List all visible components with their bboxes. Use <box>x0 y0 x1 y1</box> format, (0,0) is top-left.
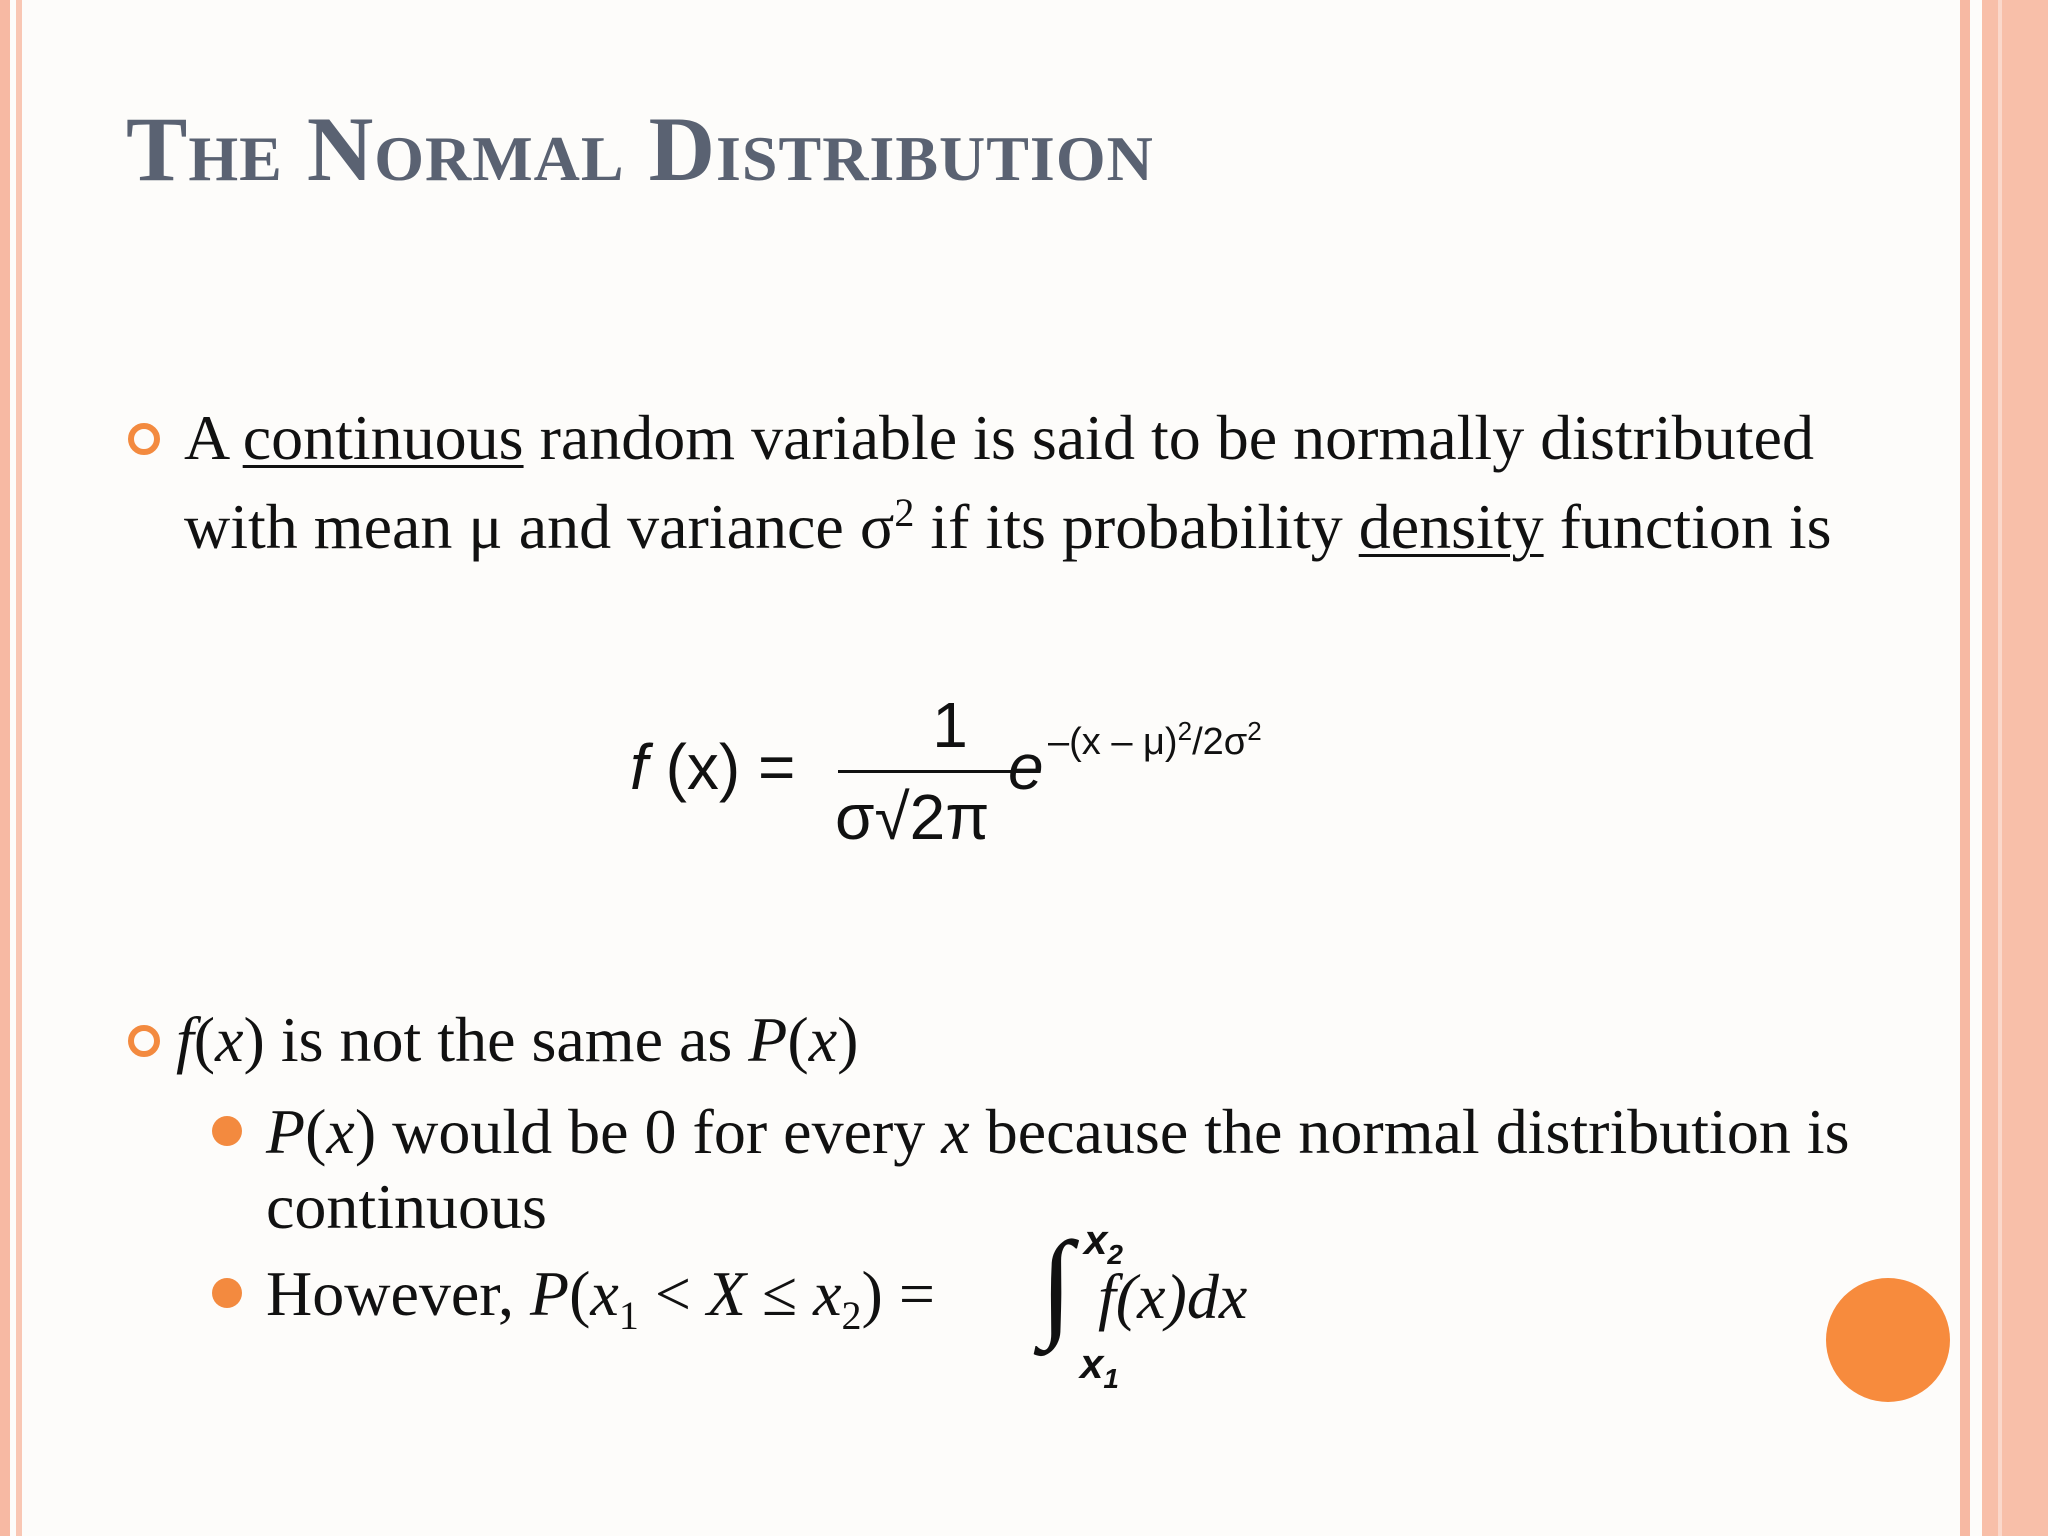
exp-square: 2 <box>1247 716 1262 746</box>
text-segment: ) is not the same as <box>243 1004 749 1075</box>
sub-bullet-dot-icon <box>212 1278 242 1308</box>
text-segment: ( <box>305 1096 327 1167</box>
formula-denominator: σ√2π <box>835 781 990 853</box>
P-symbol: P <box>530 1258 570 1329</box>
integral-expression <box>1040 1216 1280 1400</box>
x-symbol: x <box>813 1258 842 1329</box>
integral-lower-limit <box>1080 1340 1119 1395</box>
text-segment: ) would be 0 for every <box>354 1096 942 1167</box>
right-border-highlight <box>1998 0 2002 1536</box>
right-border-band <box>1982 0 2048 1536</box>
P-symbol: P <box>266 1096 306 1167</box>
slide-title: The Normal Distribution <box>126 98 1154 200</box>
formula-lhs <box>630 730 795 804</box>
text-segment: if its probability <box>914 491 1359 562</box>
subscript: 2 <box>841 1293 862 1338</box>
x-symbol: x <box>808 1004 838 1075</box>
bullet-definition <box>184 400 1924 564</box>
formula-e: e <box>1008 731 1044 803</box>
subscript: 1 <box>618 1293 639 1338</box>
x-symbol: x <box>941 1096 970 1167</box>
exp-part: –(x – μ) <box>1048 721 1178 763</box>
bullet-not-same <box>176 1002 858 1077</box>
text-segment: ≤ <box>746 1258 814 1329</box>
left-border-stripe <box>0 0 10 1536</box>
x-symbol: x <box>215 1004 244 1075</box>
P-symbol: P <box>748 1004 788 1075</box>
bullet-ring-icon <box>128 1025 160 1057</box>
text-segment: A <box>184 402 243 473</box>
limit-var: x <box>1080 1340 1104 1387</box>
formula-exponent <box>1048 716 1262 764</box>
formula-lhs-rest: (x) = <box>647 731 796 803</box>
fraction-bar <box>838 770 1020 773</box>
x-symbol: x <box>590 1258 619 1329</box>
text-segment: random variable is said to be normally distributed with mean μ and variance σ <box>184 402 1814 562</box>
normal-pdf-formula <box>630 680 1330 860</box>
text-segment: function is <box>1543 491 1832 562</box>
text-segment: because the normal distribution is continuous <box>266 1096 1850 1242</box>
bullet-ring-icon <box>128 423 160 455</box>
formula-f: f <box>630 731 648 803</box>
limit-var: x <box>1084 1216 1108 1263</box>
text-segment: ) = <box>861 1258 935 1329</box>
integrand: f(x)dx <box>1098 1261 1248 1332</box>
sub-bullet-integral <box>266 1256 935 1353</box>
X-symbol: X <box>706 1258 746 1329</box>
limit-subscript: 1 <box>1103 1363 1119 1394</box>
exp-square: 2 <box>1177 716 1193 746</box>
text-segment: However, <box>266 1258 530 1329</box>
left-border-stripe-inner <box>16 0 22 1536</box>
exp-part: /2σ <box>1192 721 1248 763</box>
integral-sign: ∫ <box>1040 1217 1073 1350</box>
text-segment: ( <box>569 1258 591 1329</box>
text-segment: ( <box>193 1004 216 1075</box>
right-border-stripe <box>1960 0 1970 1536</box>
text-segment: ) <box>837 1004 859 1075</box>
term-continuous: continuous <box>242 402 524 473</box>
sub-bullet-dot-icon <box>212 1116 242 1146</box>
formula-numerator: 1 <box>932 689 968 761</box>
superscript: 2 <box>894 490 915 535</box>
f-symbol: f <box>176 1004 194 1075</box>
x-symbol: x <box>326 1096 355 1167</box>
limit-subscript: 2 <box>1107 1239 1123 1270</box>
term-density: density <box>1358 491 1544 562</box>
text-segment: ( <box>787 1004 809 1075</box>
text-segment: < <box>638 1258 707 1329</box>
decorative-orange-circle <box>1826 1278 1950 1402</box>
